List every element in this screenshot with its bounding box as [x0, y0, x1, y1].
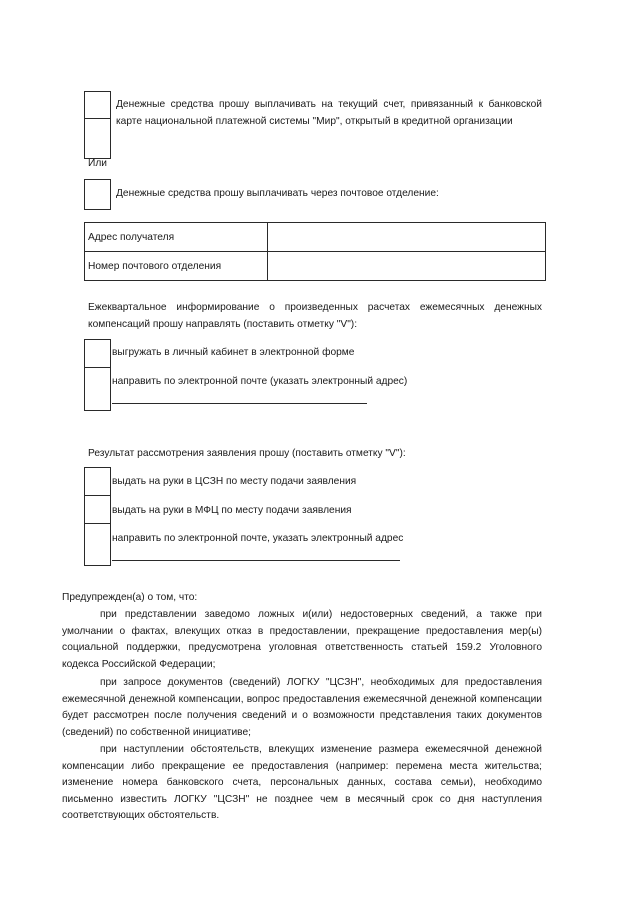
checkbox-divider — [84, 523, 111, 524]
option-result-email-text: направить по электронной почте, указать электронный адрес — [112, 533, 404, 544]
checkbox-result-cszn[interactable] — [84, 467, 111, 566]
checkbox-divider — [84, 495, 111, 496]
warning-title: Предупрежден(а) о том, что: — [62, 592, 198, 603]
option-bank-card-text: Денежные средства прошу выплачивать на текущий счет, привязанный к банковской карте национальной платежной системы "Мир", открытый в кредитной организации — [116, 99, 542, 127]
checkbox-personal-cabinet[interactable] — [84, 339, 111, 411]
table-row — [85, 223, 546, 252]
or-label: Или — [88, 158, 107, 169]
warning-paragraph-3: при наступлении обстоятельств, влекущих изменение размера ежемесячной денежной компенсации либо прекращение ее предоставления (например: перемена места жительства; изменение номера банковского счета, персональных данных, состава семьи), необходимо письменно известить ЛОГКУ "ЦСЗН" не позднее чем в месячный срок со дня наступления соответствующих обстоятельств. — [62, 744, 542, 822]
table-row — [85, 252, 546, 281]
checkbox-divider — [84, 367, 111, 368]
warning-paragraph-1: при представлении заведомо ложных и(или) недостоверных сведений, а также при умолчании о фактах, влекущих отказ в предоставлении, прекращение предоставления мер(ы) социальной поддержки, предусмотрена уголовная ответственность статьей 159.2 Уголовного кодекса Российской Федерации; — [62, 609, 542, 670]
post-office-number-label: Номер почтового отделения — [85, 252, 268, 281]
option-personal-cabinet-text: выгружать в личный кабинет в электронной форме — [112, 347, 355, 358]
warning-paragraph-2: при запросе документов (сведений) ЛОГКУ "ЦСЗН", необходимых для предоставления ежемесячной денежной компенсации, вопрос предоставления ежемесячной денежной компенсации будет рассмотрен после получения сведений и о возможности представления таких документов (сведений) по собственной инициативе; — [62, 677, 542, 738]
option-post-office-text: Денежные средства прошу выплачивать через почтовое отделение: — [116, 188, 439, 199]
option-result-cszn-text: выдать на руки в ЦСЗН по месту подачи заявления — [112, 476, 357, 487]
option-result-mfc-text: выдать на руки в МФЦ по месту подачи заявления — [112, 505, 352, 516]
checkbox-divider — [84, 118, 111, 119]
checkbox-post-office[interactable] — [84, 179, 111, 210]
address-label: Адрес получателя — [85, 223, 268, 252]
quarterly-info-heading: Ежеквартальное информирование о произведенных расчетах ежемесячных денежных компенсаций прошу направлять (поставить отметку "V"): — [88, 302, 542, 330]
address-value-field[interactable] — [268, 223, 546, 252]
option-email-text: направить по электронной почте (указать электронный адрес) — [112, 376, 408, 387]
address-table — [84, 222, 546, 281]
post-office-number-field[interactable] — [268, 252, 546, 281]
result-email-input[interactable] — [112, 546, 400, 561]
checkbox-bank-card[interactable] — [84, 91, 111, 159]
quarterly-email-input[interactable] — [112, 389, 367, 404]
result-heading: Результат рассмотрения заявления прошу (поставить отметку "V"): — [88, 448, 406, 459]
